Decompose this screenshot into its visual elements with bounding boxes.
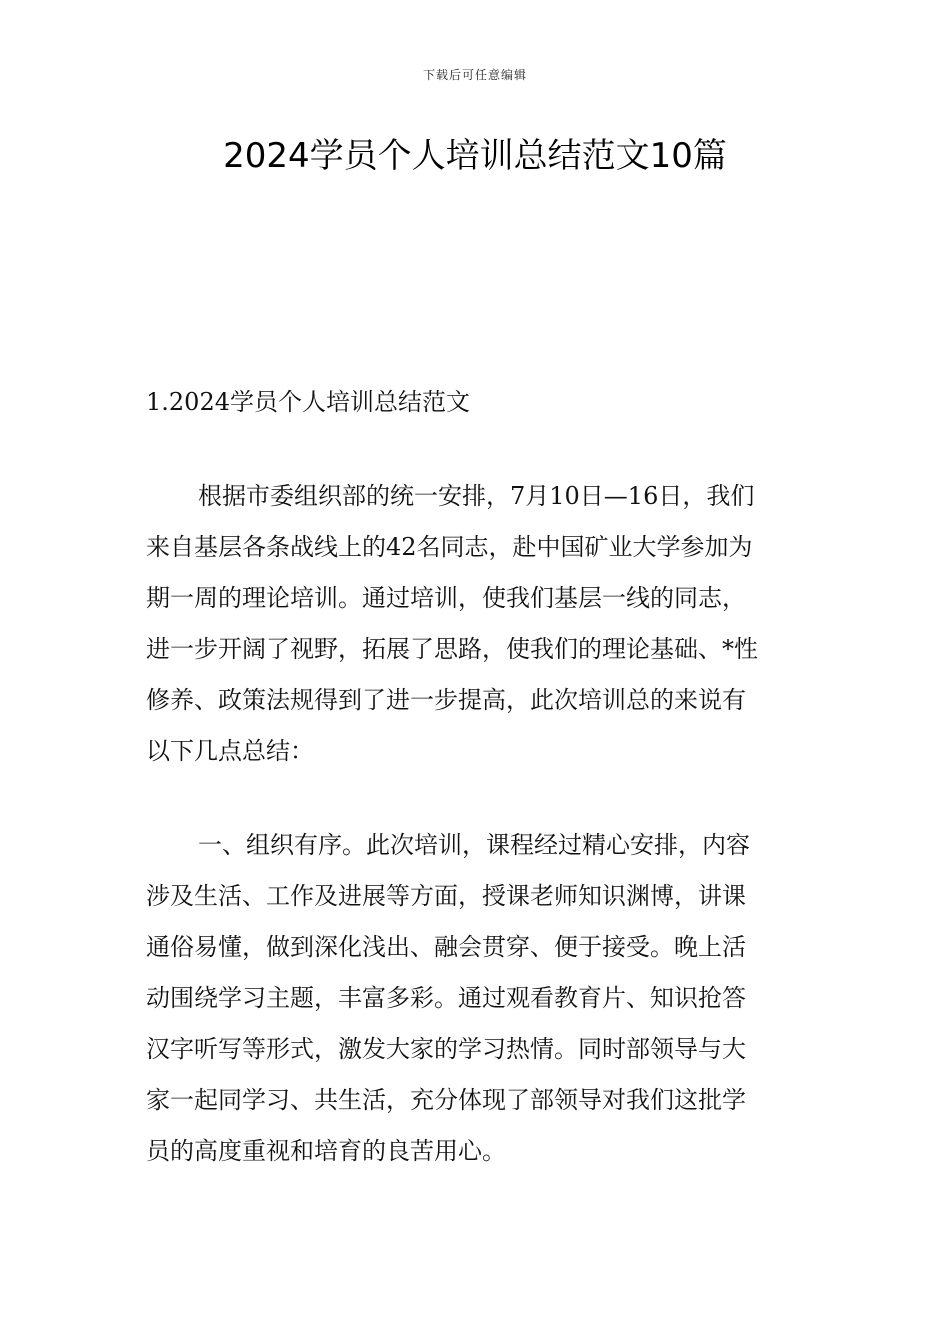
paragraph-line: 动围绕学习主题，丰富多彩。通过观看教育片、知识抢答 [146, 984, 746, 1012]
header-note: 下载后可任意编辑 [422, 68, 527, 82]
paragraph-line: 进一步开阔了视野，拓展了思路，使我们的理论基础、*性 [146, 635, 758, 663]
paragraph-line: 汉字听写等形式，激发大家的学习热情。同时部领导与大 [146, 1035, 746, 1063]
paragraph-line: 家一起同学习、共生活，充分体现了部领导对我们这批学 [146, 1086, 746, 1114]
paragraph-line: 一、组织有序。此次培训，课程经过精心安排，内容 [198, 831, 750, 859]
paragraph-line: 修养、政策法规得到了进一步提高，此次培训总的来说有 [146, 686, 746, 714]
paragraph-line: 根据市委组织部的统一安排，7月10日—16日，我们 [198, 482, 755, 510]
paragraph-line: 通俗易懂，做到深化浅出、融会贯穿、便于接受。晚上活 [146, 933, 746, 961]
paragraph-organization [146, 820, 808, 1177]
paragraph-line: 来自基层各条战线上的42名同志，赴中国矿业大学参加为 [146, 533, 753, 561]
paragraph-line: 期一周的理论培训。通过培训，使我们基层一线的同志， [146, 584, 746, 612]
paragraph-line: 员的高度重视和培育的良苦用心。 [146, 1137, 506, 1165]
paragraph-line: 涉及生活、工作及进展等方面，授课老师知识渊博，讲课 [146, 882, 746, 910]
section-heading: 1.2024学员个人培训总结范文 [146, 388, 470, 416]
document-title: 2024学员个人培训总结范文10篇 [223, 136, 727, 176]
paragraph-intro [146, 471, 808, 777]
paragraph-line: 以下几点总结： [146, 737, 314, 765]
